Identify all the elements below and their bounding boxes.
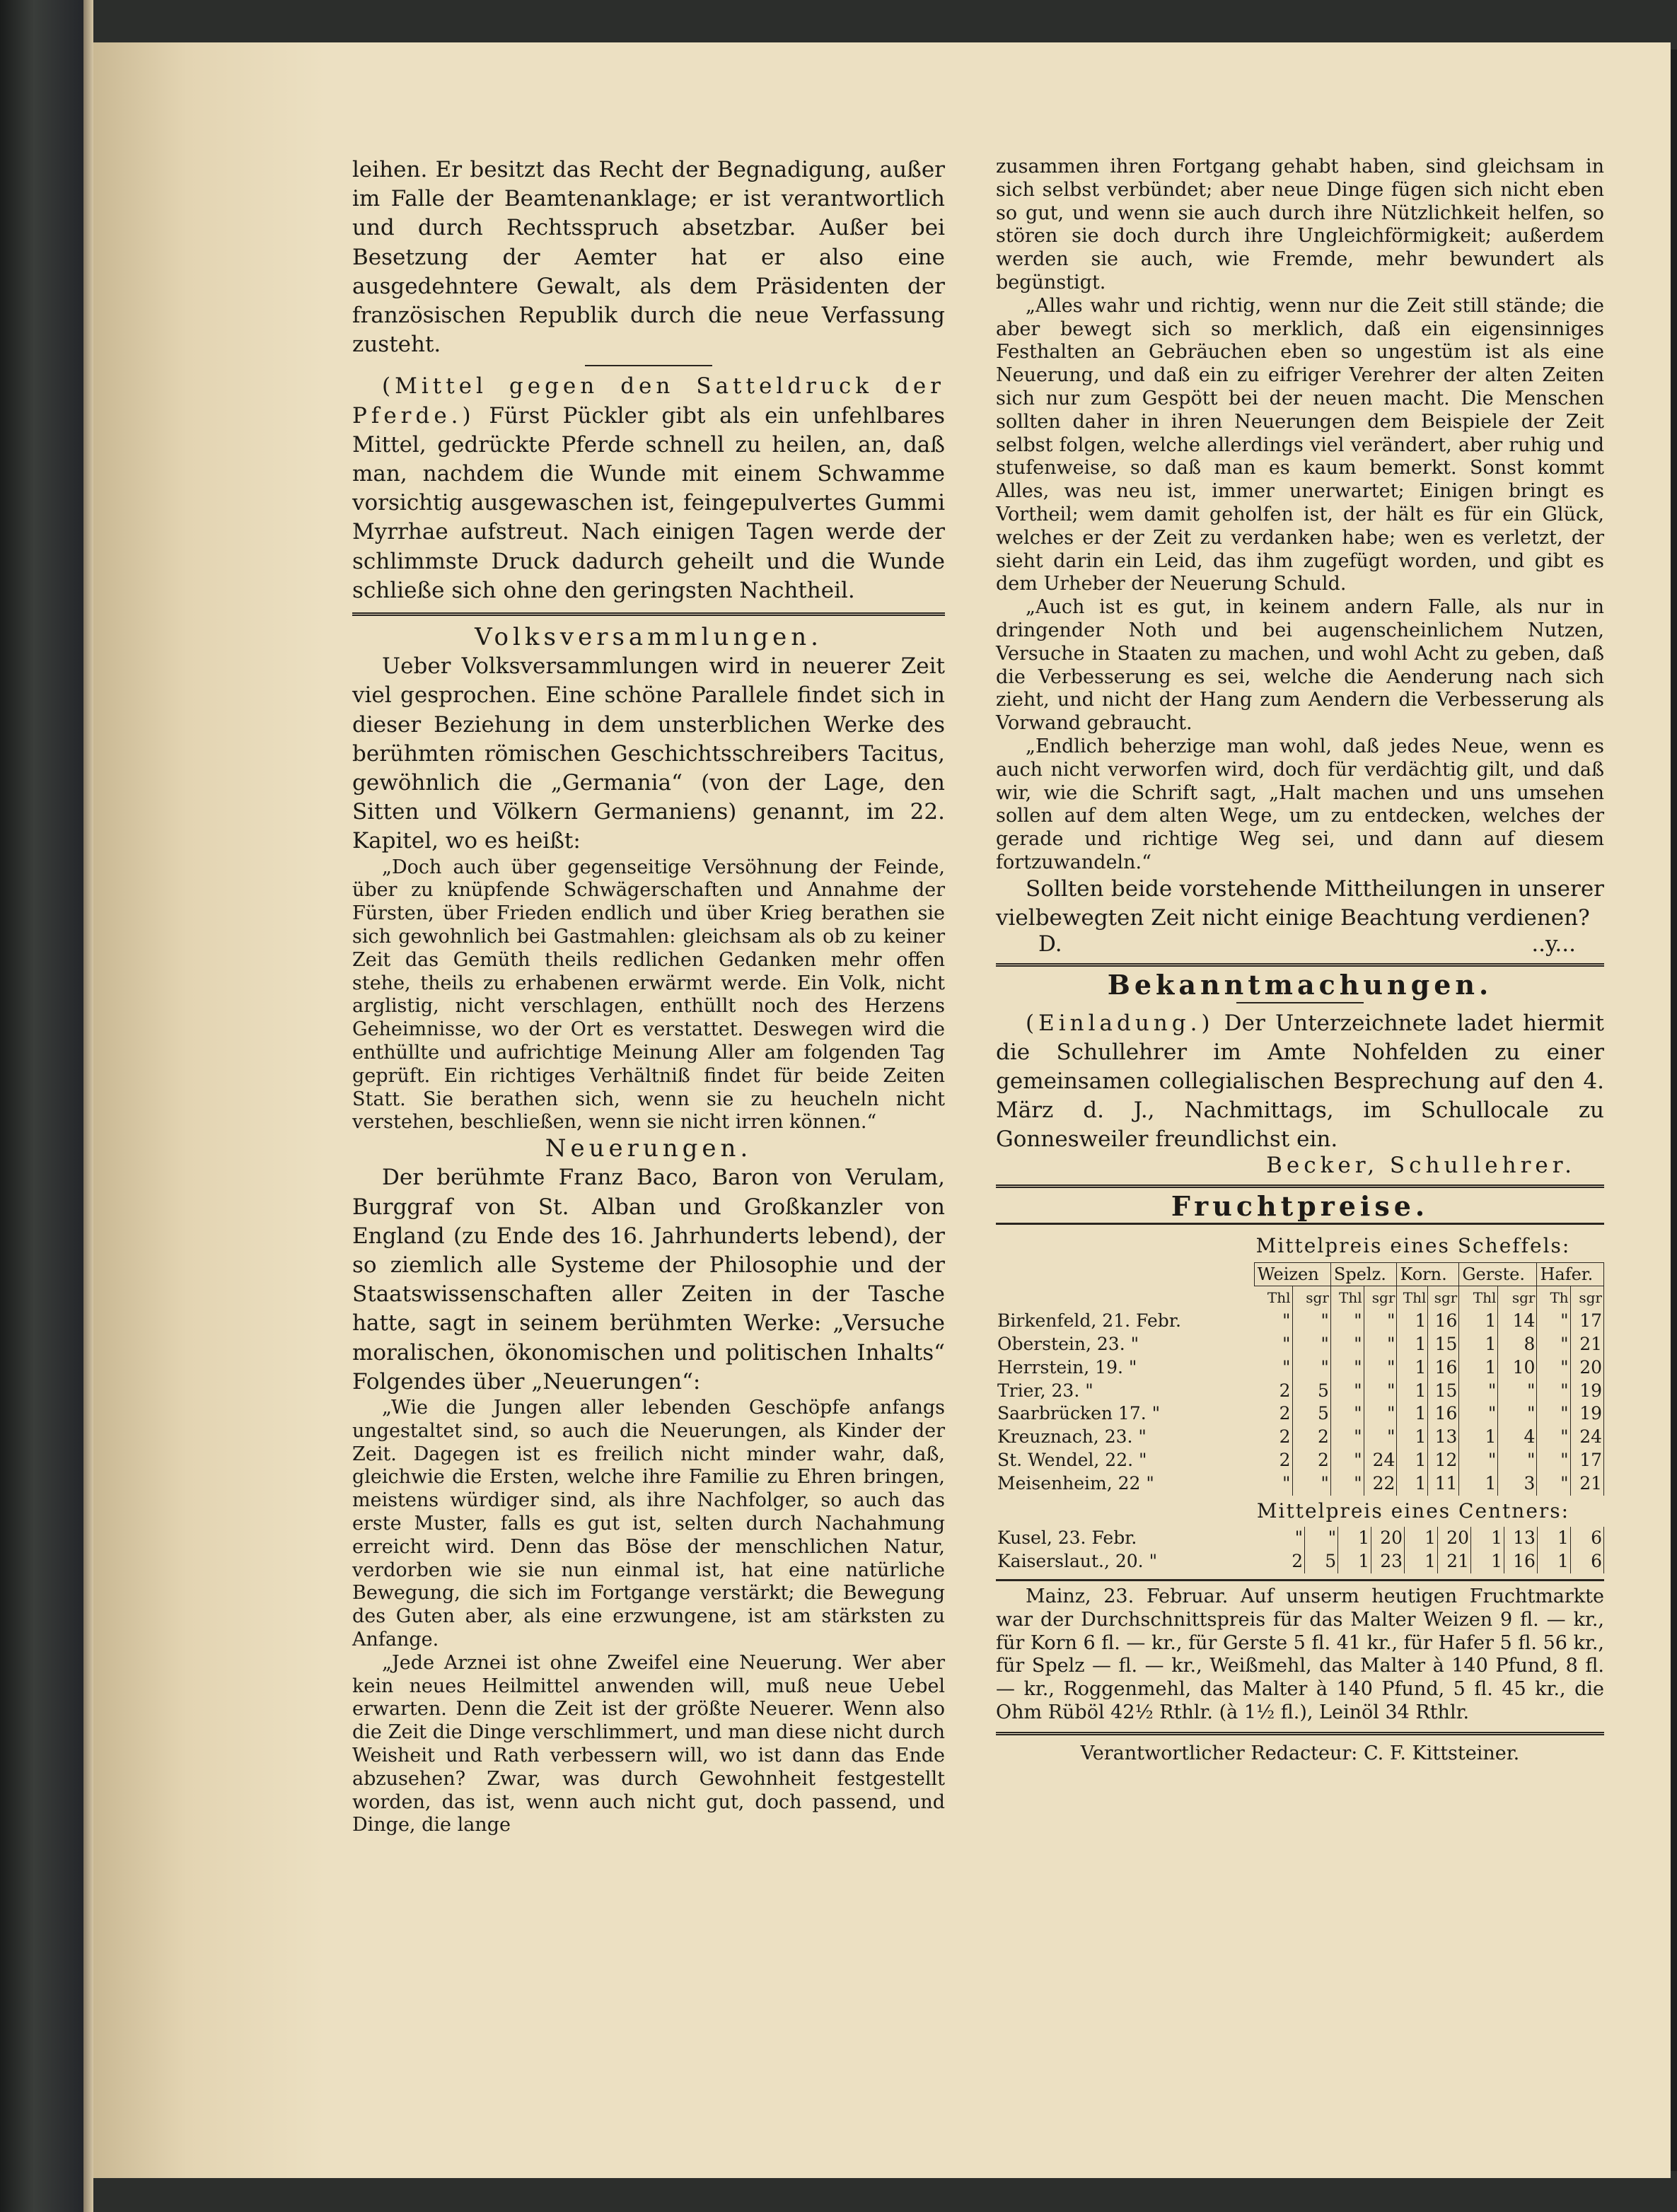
price-cell: " xyxy=(1537,1449,1570,1472)
unit-col-5: sgr xyxy=(1428,1286,1459,1310)
price-cell: 1 xyxy=(1459,1426,1498,1449)
price-cell: 10 xyxy=(1498,1356,1537,1380)
grain-col-4: Hafer. xyxy=(1537,1262,1604,1286)
place-name: Birkenfeld, 21. Febr. xyxy=(997,1310,1181,1332)
price-cell: " xyxy=(1498,1449,1537,1472)
baco-paragraph: Der berühmte Franz Baco, Baron von Verulam, Burggraf von St. Alban und Großkanzler von England (zu Ende des 16. Jahrhunderts lebend), der so ziemlich alle Systeme der Philosophie und der Staatswissenschaften aller Zeiten in der Tasche hatte, sagt in seinem berühmten Werke: „Versuche moralischen, ökonomischen und politischen Inhalts“ Folgendes über „Neuerungen“: xyxy=(352,1165,945,1395)
unit-col-4: Thl xyxy=(1397,1286,1428,1310)
price-cell: 2 xyxy=(1292,1449,1330,1472)
price-cell: " xyxy=(1537,1310,1570,1333)
scheffel-row xyxy=(996,1449,1604,1472)
price-cell: " xyxy=(1272,1527,1304,1550)
closing-question: Sollten beide vorstehende Mittheilungen in unserer vielbewegten Zeit nicht einige Beachtung verdienen? xyxy=(996,875,1604,931)
heading-bekanntmachungen: Bekanntmachungen. xyxy=(1107,968,1493,1001)
price-cell: 20 xyxy=(1438,1527,1471,1550)
price-cell: 1 xyxy=(1405,1527,1438,1550)
grain-col-2: Korn. xyxy=(1397,1262,1459,1286)
heading-neuerungen: Neuerungen. xyxy=(545,1134,753,1163)
grain-header-row xyxy=(996,1262,1604,1286)
separator-2 xyxy=(1236,1002,1364,1003)
price-cell: 6 xyxy=(1570,1550,1603,1573)
price-cell: 8 xyxy=(1498,1333,1537,1356)
price-cell: 16 xyxy=(1504,1550,1537,1573)
unit-header-row xyxy=(996,1286,1604,1310)
price-cell: " xyxy=(1330,1380,1364,1403)
price-cell: 14 xyxy=(1498,1310,1537,1333)
signature-left: D. xyxy=(1038,931,1062,957)
heading-volksversammlungen: Volksversammlungen. xyxy=(475,623,823,652)
unit-col-0: Thl xyxy=(1254,1286,1292,1310)
price-cell: 1 xyxy=(1471,1527,1504,1550)
price-cell: 20 xyxy=(1371,1527,1405,1550)
price-cell: " xyxy=(1292,1333,1330,1356)
grain-col-1: Spelz. xyxy=(1330,1262,1397,1286)
redacteur-line: Verantwortlicher Redacteur: C. F. Kittsteiner. xyxy=(1080,1742,1520,1764)
place-name: Kusel, 23. Febr. xyxy=(997,1527,1137,1549)
signature-right: ..y... xyxy=(1531,931,1576,957)
price-cell: " xyxy=(1364,1310,1397,1333)
section-rule-4 xyxy=(996,1732,1604,1735)
price-cell: " xyxy=(1459,1402,1498,1426)
place-name: Saarbrücken 17. " xyxy=(997,1403,1161,1424)
grain-col-0: Weizen xyxy=(1254,1262,1330,1286)
left-column xyxy=(352,156,945,1837)
unit-col-1: sgr xyxy=(1292,1286,1330,1310)
baco-quote-5: „Endlich beherzige man wohl, daß jedes Neue, wenn es auch nicht verworfen wird, doch für verdächtig gilt, und daß wir, wie die Schrift sagt, „Halt machen und uns umsehen sollen auf dem alten Wege, um zu entdecken, welches der gerade und richtige Weg sei, und dann auf diesem fortzuwandeln.“ xyxy=(996,735,1604,873)
price-cell: 1 xyxy=(1397,1356,1428,1380)
price-table-box xyxy=(996,1223,1604,1581)
price-cell: " xyxy=(1305,1527,1338,1550)
right-page-edge xyxy=(1671,50,1677,2171)
price-cell: 1 xyxy=(1397,1449,1428,1472)
price-cell: 4 xyxy=(1498,1426,1537,1449)
price-cell: 5 xyxy=(1305,1550,1338,1573)
price-cell: 1 xyxy=(1459,1472,1498,1496)
page-gutter xyxy=(93,42,327,2178)
baco-quote-continued: zusammen ihren Fortgang gehabt haben, sind gleichsam in sich selbst verbündet; aber neue Dinge fügen sich nicht eben so gut, und wenn sie auch durch ihre Nützlichkeit helfen, so stören sie doch durch ihre Ungleichförmigkeit; außerdem werden sie auch, wie Fremde, mehr bewundert als begünstigt. xyxy=(996,156,1604,293)
book-binding xyxy=(0,0,85,2212)
price-cell: 22 xyxy=(1364,1472,1397,1496)
baco-quote-2: „Jede Arznei ist ohne Zweifel eine Neuerung. Wer aber kein neues Heilmittel anwenden will, muß neue Uebel erwarten. Denn die Zeit ist der größte Neuerer. Wenn also die Zeit die Dinge verschlimmert, und man diese nicht durch Weisheit und Rath verbessern will, wo ist dann das Ende abzusehen? Zwar, was durch Gewohnheit festgestellt worden, das ist, wenn auch nicht gut, doch passend, und Dinge, die lange xyxy=(352,1651,945,1836)
price-cell: " xyxy=(1364,1402,1397,1426)
price-cell: 1 xyxy=(1397,1426,1428,1449)
unit-col-2: Thl xyxy=(1330,1286,1364,1310)
scheffel-row xyxy=(996,1472,1604,1496)
saddle-article-title: (Mittel gegen den Satteldruck der Pferde.) xyxy=(352,373,945,429)
price-cell: " xyxy=(1330,1426,1364,1449)
unit-col-3: sgr xyxy=(1364,1286,1397,1310)
price-cell: 1 xyxy=(1397,1310,1428,1333)
price-cell: " xyxy=(1292,1472,1330,1496)
unit-col-7: sgr xyxy=(1498,1286,1537,1310)
price-table-scheffel xyxy=(996,1262,1604,1496)
heading-fruchtpreise: Fruchtpreise. xyxy=(1171,1190,1429,1223)
price-cell: 20 xyxy=(1570,1356,1603,1380)
place-name: Kaiserslaut., 20. " xyxy=(997,1551,1158,1572)
price-cell: 23 xyxy=(1371,1550,1405,1573)
place-name: Oberstein, 23. " xyxy=(997,1334,1139,1355)
price-cell: 3 xyxy=(1498,1472,1537,1496)
price-cell: 21 xyxy=(1438,1550,1471,1573)
price-cell: " xyxy=(1459,1449,1498,1472)
scheffel-row xyxy=(996,1426,1604,1449)
section-rule xyxy=(352,612,945,616)
price-cell: 16 xyxy=(1428,1310,1459,1333)
price-cell: 1 xyxy=(1471,1550,1504,1573)
price-cell: 1 xyxy=(1459,1356,1498,1380)
price-cell: " xyxy=(1254,1310,1292,1333)
place-name: St. Wendel, 22. " xyxy=(997,1450,1147,1471)
price-cell: 1 xyxy=(1397,1402,1428,1426)
price-cell: " xyxy=(1537,1380,1570,1403)
price-cell: 16 xyxy=(1428,1356,1459,1380)
price-cell: 13 xyxy=(1428,1426,1459,1449)
scheffel-row xyxy=(996,1402,1604,1426)
einladung-notice xyxy=(996,1009,1604,1154)
price-cell: " xyxy=(1254,1356,1292,1380)
price-cell: " xyxy=(1330,1402,1364,1426)
price-cell: 1 xyxy=(1397,1333,1428,1356)
price-cell: 19 xyxy=(1570,1380,1603,1403)
einladung-title: (Einladung.) xyxy=(1026,1011,1214,1037)
section-rule-2 xyxy=(996,963,1604,967)
scheffel-row xyxy=(996,1310,1604,1333)
unit-col-8: Th xyxy=(1537,1286,1570,1310)
price-cell: " xyxy=(1330,1333,1364,1356)
baco-quote-3: „Alles wahr und richtig, wenn nur die Zeit still stände; die aber bewegt sich so merklich, daß ein eigensinniges Festhalten an Gebräuchen eben so ungestüm ist als eine Neuerung, und daß ein zu eifriger Verehrer der alten Zeiten sich nur zum Gespött bei der neuen macht. Die Menschen sollten daher in ihren Neuerungen dem Beispiele der Zeit selbst folgen, welche allerdings viel verändert, aber ruhig und stufenweise, so daß man es kaum bemerkt. Sonst kommt Alles, was neu ist, immer unerwartet; Einigen bringt es Vortheil; wem damit geholfen ist, der hält es für ein Glück, welches er der Zeit zu verdanken habe; wen es verletzt, der sieht darin ein Leid, das ihm zugefügt worden, und gibt es dem Urheber der Neuerung Schuld. xyxy=(996,294,1604,595)
price-cell: " xyxy=(1537,1402,1570,1426)
price-cell: 11 xyxy=(1428,1472,1459,1496)
price-header-centner: Mittelpreis eines Centners: xyxy=(1256,1498,1570,1523)
baco-quote-4: „Auch ist es gut, in keinem andern Falle, als nur in dringender Noth und bei augenscheinlichem Nutzen, Versuche in Staaten zu machen, und wohl Acht zu geben, daß die Verbesserung es sei, welche die Aenderung nach sich zieht, und nicht der Hang zum Aendern die Verbesserung als Vorwand gebraucht. xyxy=(996,596,1604,735)
centner-row xyxy=(996,1550,1604,1573)
price-cell: 16 xyxy=(1428,1402,1459,1426)
einladung-signature: Becker, Schullehrer. xyxy=(1266,1153,1576,1179)
price-cell: " xyxy=(1459,1380,1498,1403)
price-cell: 17 xyxy=(1570,1449,1603,1472)
price-cell: " xyxy=(1537,1356,1570,1380)
price-cell: " xyxy=(1364,1356,1397,1380)
volks-paragraph: Ueber Volksversammlungen wird in neuerer Zeit viel gesprochen. Eine schöne Parallele findet sich in dieser Beziehung in dem unsterblichen Werke des berühmten römischen Geschichtsschreibers Tacitus, gewöhnlich die „Germania“ (von der Lage, den Sitten und Völkern Germaniens) genannt, im 22. Kapitel, wo es heißt: xyxy=(352,653,945,854)
price-cell: 1 xyxy=(1397,1380,1428,1403)
mainz-market-report: Mainz, 23. Februar. Auf unserm heutigen Fruchtmarkte war der Durchschnittspreis für das Malter Weizen 9 fl. — kr., für Korn 6 fl. — kr., für Gerste 5 fl. 41 kr., für Hafer 5 fl. 56 kr., für Spelz — fl. — kr., Weißmehl, das Malter à 140 Pfund, 8 fl. — kr., Roggenmehl, das Malter à 140 Pfund, 5 fl. 45 kr., die Ohm Rüböl 42½ Rthlr. (à 1½ fl.), Leinöl 34 Rthlr. xyxy=(996,1585,1604,1724)
einladung-text: Der Unterzeichnete ladet hiermit die Schullehrer im Amte Nohfelden zu einer gemeinsamen collegialischen Besprechung auf den 4. März d. J., Nachmittags, im Schullocale zu Gonnesweiler freundlichst ein. xyxy=(996,1011,1604,1153)
price-cell: 2 xyxy=(1254,1380,1292,1403)
price-cell: 1 xyxy=(1338,1550,1371,1573)
article-end-paragraph: leihen. Er besitzt das Recht der Begnadigung, außer im Falle der Beamtenanklage; er ist verantwortlich und durch Rechtsspruch absetzbar. Außer bei Besetzung der Aemter hat er also eine ausgedehntere Gewalt, als dem Präsidenten der französischen Republik durch die neue Verfassung zusteht. xyxy=(352,157,945,358)
price-cell: 2 xyxy=(1292,1426,1330,1449)
price-cell: 5 xyxy=(1292,1380,1330,1403)
price-cell: 1 xyxy=(1405,1550,1438,1573)
price-cell: 17 xyxy=(1570,1310,1603,1333)
price-cell: " xyxy=(1537,1333,1570,1356)
price-cell: 5 xyxy=(1292,1402,1330,1426)
price-cell: " xyxy=(1254,1333,1292,1356)
price-cell: 24 xyxy=(1570,1426,1603,1449)
price-cell: 1 xyxy=(1459,1310,1498,1333)
signature xyxy=(996,933,1604,956)
price-cell: 13 xyxy=(1504,1527,1537,1550)
price-cell: " xyxy=(1364,1426,1397,1449)
baco-quote-1: „Wie die Jungen aller lebenden Geschöpfe anfangs ungestaltet sind, so auch die Neuerungen, als Kinder der Zeit. Dagegen ist es freilich nicht minder wahr, daß, gleichwie die Ersten, welche ihre Familie zu Ehren bringen, meistens würdiger sind, als ihre Nachfolger, so auch das erste Muster, falls es gut ist, selten durch Nachahmung erreicht wird. Denn das Böse der menschlichen Natur, verdorben wie sie nun einmal ist, hat eine natürliche Bewegung, die sich im Fortgange verstärkt; die Bewegung des Guten aber, als eine erzwungene, ist am stärksten zu Anfange. xyxy=(352,1397,945,1651)
price-cell: " xyxy=(1498,1402,1537,1426)
price-cell: 15 xyxy=(1428,1380,1459,1403)
price-cell: 24 xyxy=(1364,1449,1397,1472)
price-cell: 2 xyxy=(1254,1426,1292,1449)
price-header-scheffel: Mittelpreis eines Scheffels: xyxy=(1255,1233,1571,1257)
price-cell: 21 xyxy=(1570,1472,1603,1496)
place-name: Meisenheim, 22 " xyxy=(997,1472,1154,1494)
price-cell: " xyxy=(1292,1356,1330,1380)
price-cell: " xyxy=(1498,1380,1537,1403)
scheffel-row xyxy=(996,1380,1604,1403)
separator xyxy=(585,365,712,366)
price-cell: 19 xyxy=(1570,1402,1603,1426)
price-cell: " xyxy=(1537,1426,1570,1449)
price-cell: 1 xyxy=(1537,1550,1570,1573)
place-name: Herrstein, 19. " xyxy=(997,1356,1137,1378)
place-name: Kreuznach, 23. " xyxy=(997,1426,1147,1448)
price-cell: 2 xyxy=(1254,1449,1292,1472)
price-cell: " xyxy=(1537,1472,1570,1496)
price-cell: " xyxy=(1330,1356,1364,1380)
price-cell: 21 xyxy=(1570,1333,1603,1356)
price-cell: " xyxy=(1330,1472,1364,1496)
price-cell: 2 xyxy=(1254,1402,1292,1426)
right-column xyxy=(996,156,1604,1766)
tacitus-quote: „Doch auch über gegenseitige Versöhnung der Feinde, über zu knüpfende Schwägerschaften und Annahme der Fürsten, über Frieden endlich und über Krieg berathen sie sich gewohnlich bei Gastmahlen: gleichsam als ob zu keiner Zeit das Gemüth theils redlichen Gedanken mehr offen stehe, theils zu erhabenen erwärmt werde. Ein Volk, nicht arglistig, nicht verschlagen, enthüllt noch des Herzens Geheimnisse, wo der Ort es verstattet. Deswegen wird die enthüllte und aufrichtige Meinung Aller am folgenden Tag geprüft. Ein richtiges Verhältniß findet für beide Zeiten Statt. Sie berathen sich, wenn sie zu heucheln nicht verstehen, beschließen, wenn sie nicht irren können.“ xyxy=(352,856,945,1134)
price-cell: " xyxy=(1330,1310,1364,1333)
price-cell: 1 xyxy=(1459,1333,1498,1356)
grain-col-3: Gerste. xyxy=(1459,1262,1537,1286)
unit-col-9: sgr xyxy=(1570,1286,1603,1310)
price-cell: 6 xyxy=(1570,1527,1603,1550)
price-table-centner xyxy=(996,1527,1604,1573)
price-cell: 1 xyxy=(1397,1472,1428,1496)
price-cell: " xyxy=(1364,1380,1397,1403)
centner-row xyxy=(996,1527,1604,1550)
price-cell: 12 xyxy=(1428,1449,1459,1472)
price-cell: " xyxy=(1364,1333,1397,1356)
place-name: Trier, 23. " xyxy=(997,1380,1093,1401)
price-cell: 1 xyxy=(1338,1527,1371,1550)
section-rule-3 xyxy=(996,1184,1604,1188)
page-edge xyxy=(83,0,93,2212)
price-cell: 1 xyxy=(1537,1527,1570,1550)
price-cell: " xyxy=(1330,1449,1364,1472)
scheffel-row xyxy=(996,1333,1604,1356)
price-cell: 15 xyxy=(1428,1333,1459,1356)
price-cell: " xyxy=(1292,1310,1330,1333)
price-cell: " xyxy=(1254,1472,1292,1496)
unit-col-6: Thl xyxy=(1459,1286,1498,1310)
scheffel-row xyxy=(996,1356,1604,1380)
saddle-article xyxy=(352,372,945,605)
saddle-article-text: Fürst Pückler gibt als ein unfehlbares Mittel, gedrückte Pferde schnell zu heilen, an, daß man, nachdem die Wunde mit einem Schwamme vorsichtig ausgewaschen ist, feingepulvertes Gummi Myrrhae aufstreut. Nach einigen Tagen werde der schlimmste Druck dadurch geheilt und die Wunde schließe sich ohne den geringsten Nachtheil. xyxy=(352,402,945,603)
price-cell: 2 xyxy=(1272,1550,1304,1573)
